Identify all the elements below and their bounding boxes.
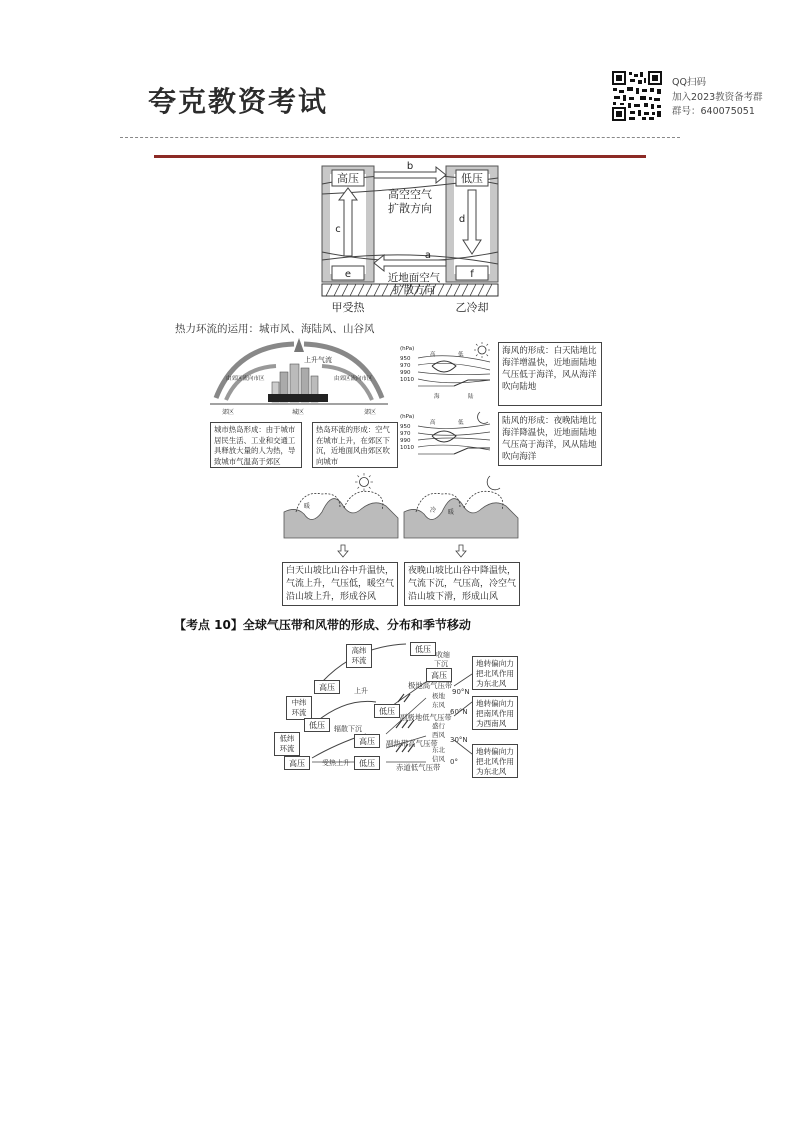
mountain-wind-diagram	[402, 472, 520, 540]
city-wind-diagram	[206, 338, 392, 418]
right-flow-label: 由郊区流向市区	[334, 376, 373, 382]
label-low-top: 低压	[461, 172, 483, 185]
thermal-circulation-diagram	[318, 160, 502, 316]
subpolar-low-belt-label: 副极地低气压带	[400, 713, 452, 722]
high-pressure-left-box: 高压	[284, 756, 310, 770]
land-high-label: 高	[430, 420, 436, 426]
suburb-left-label: 郊区	[222, 409, 235, 416]
land-low-label: 低	[458, 420, 464, 426]
forced-sink-label: 辐散下沉	[334, 725, 362, 733]
moon-icon	[478, 412, 488, 423]
low-pressure-left-box: 低压	[304, 718, 330, 732]
low-pressure-bottom-box: 低压	[354, 756, 380, 770]
day-warm-label: 暖	[304, 503, 311, 510]
lat-30-label: 30°N	[450, 736, 468, 744]
coriolis-box-2: 地转偏向力把南风作用为西南风	[472, 696, 518, 730]
label-d: d	[458, 214, 466, 225]
shrink-label: 收缩	[436, 651, 450, 659]
lat-90-label: 90°N	[452, 688, 470, 696]
qq-join-text: 加入2023教资备考群	[672, 91, 763, 103]
westerlies-label: 盛行西风	[432, 722, 445, 739]
left-flow-label: 由郊区流向市区	[226, 376, 265, 382]
lower-flow-text-1: 近地面空气	[387, 272, 441, 284]
high-lat-cell-box: 高纬环流	[346, 644, 372, 668]
sea-breeze-diagram	[398, 342, 494, 404]
lat-60-label: 60°N	[450, 708, 468, 716]
suburb-right-label: 郊区	[364, 409, 377, 416]
sink-label: 下沉	[434, 660, 448, 668]
label-heated-ground: 甲受热	[331, 301, 365, 314]
polar-high-belt-label: 极地高气压带	[408, 681, 453, 690]
sea-high-label: 高	[430, 352, 436, 358]
header-divider	[120, 137, 680, 138]
land-p1010: 1010	[400, 445, 414, 451]
high-pressure-mid-box: 高压	[354, 734, 380, 748]
low-lat-cell-box: 低纬环流	[274, 732, 300, 756]
lat-0-label: 0°	[450, 758, 458, 766]
coriolis-box-3: 地转偏向力把北风作用为东北风	[472, 744, 518, 778]
mountain-wind-box: 夜晚山坡比山谷中降温快，气流下沉，气压高，冷空气沿山坡下滑，形成山风	[404, 562, 520, 606]
section-heading-applications: 热力环流的运用：城市风、海陆风、山谷风	[175, 323, 375, 335]
qq-scan-text: QQ扫码	[672, 77, 706, 88]
valley-wind-diagram	[282, 472, 400, 540]
label-f: f	[470, 269, 474, 280]
low-pressure-top-box: 低压	[410, 642, 436, 656]
qr-code-icon	[611, 70, 663, 122]
down-arrow-icon	[338, 545, 348, 557]
sea-breeze-box: 海风的形成：白天陆地比海洋增温快，近地面陆地气压低于海洋，风从海洋吹向陆地	[498, 342, 602, 406]
land-p970: 970	[400, 431, 411, 437]
land-p950: 950	[400, 424, 411, 430]
label-a: a	[424, 250, 432, 261]
land-label: 陆	[468, 394, 474, 400]
night-warm-label: 暖	[448, 509, 455, 516]
land-breeze-box: 陆风的形成：夜晚陆地比海洋降温快，近地面陆地气压高于海洋，风从陆地吹向海洋	[498, 412, 602, 466]
polar-easterlies-label: 极地东风	[432, 692, 445, 709]
qq-group-number: 群号：640075051	[672, 106, 755, 117]
upper-flow-text-1: 高空空气	[388, 188, 432, 201]
sea-p950: 950	[400, 356, 411, 362]
rise-label: 上升	[354, 687, 368, 695]
lower-flow-text-2: 扩散方向	[393, 284, 435, 296]
label-high-top: 高压	[337, 172, 359, 185]
sea-label: 海	[434, 394, 440, 400]
red-title-bar	[154, 155, 646, 158]
sun-icon	[355, 473, 373, 491]
low-pressure-mid-box: 低压	[374, 704, 400, 718]
coriolis-box-1: 地转偏向力把北风作用为东北风	[472, 656, 518, 690]
sun-icon	[474, 342, 490, 358]
valley-wind-box: 白天山坡比山谷中升温快，气流上升，气压低，暖空气沿山坡上升，形成谷风	[282, 562, 398, 606]
sea-low-label: 低	[458, 352, 464, 358]
brand-logo-text: 夸克教资考试	[148, 85, 329, 118]
sea-p970: 970	[400, 363, 411, 369]
label-e: e	[344, 269, 352, 280]
sea-hpa-unit: (hPa)	[400, 346, 415, 352]
trade-winds-label: 东北信风	[432, 746, 445, 763]
sea-p990: 990	[400, 370, 411, 376]
high-pressure-top-box: 高压	[314, 680, 340, 694]
rise-airflow-label: 上升气流	[304, 356, 332, 364]
land-hpa-unit: (hPa)	[400, 414, 415, 420]
label-cooled-ground: 乙冷却	[455, 301, 489, 314]
moon-icon	[487, 476, 500, 490]
subtropical-high-belt-label: 副热带高气压带	[386, 739, 438, 748]
label-b: b	[406, 161, 414, 172]
equatorial-low-belt-label: 赤道低气压带	[396, 763, 441, 772]
land-breeze-diagram	[398, 410, 494, 468]
kaodian-10-heading: 【考点 10】全球气压带和风带的形成、分布和季节移动	[174, 618, 471, 632]
heat-rise-label: 受热上升	[322, 759, 350, 767]
high-pressure-center-box: 高压	[426, 668, 452, 682]
land-p990: 990	[400, 438, 411, 444]
night-cold-label: 冷	[430, 507, 437, 514]
label-c: c	[335, 224, 341, 235]
sea-p1010: 1010	[400, 377, 414, 383]
mid-lat-cell-box: 中纬环流	[286, 696, 312, 720]
urban-heat-island-box: 城市热岛形成：由于城市居民生活、工业和交通工具释放大量的人为热，导致城市气温高于郊区	[210, 422, 302, 468]
upper-flow-text-2: 扩散方向	[388, 202, 432, 215]
city-label: 城区	[292, 409, 305, 416]
down-arrow-icon	[456, 545, 466, 557]
qq-group-info	[672, 76, 763, 120]
heat-island-circulation-box: 热岛环流的形成：空气在城市上升，在郊区下沉，近地面风由郊区吹向城市	[312, 422, 398, 468]
